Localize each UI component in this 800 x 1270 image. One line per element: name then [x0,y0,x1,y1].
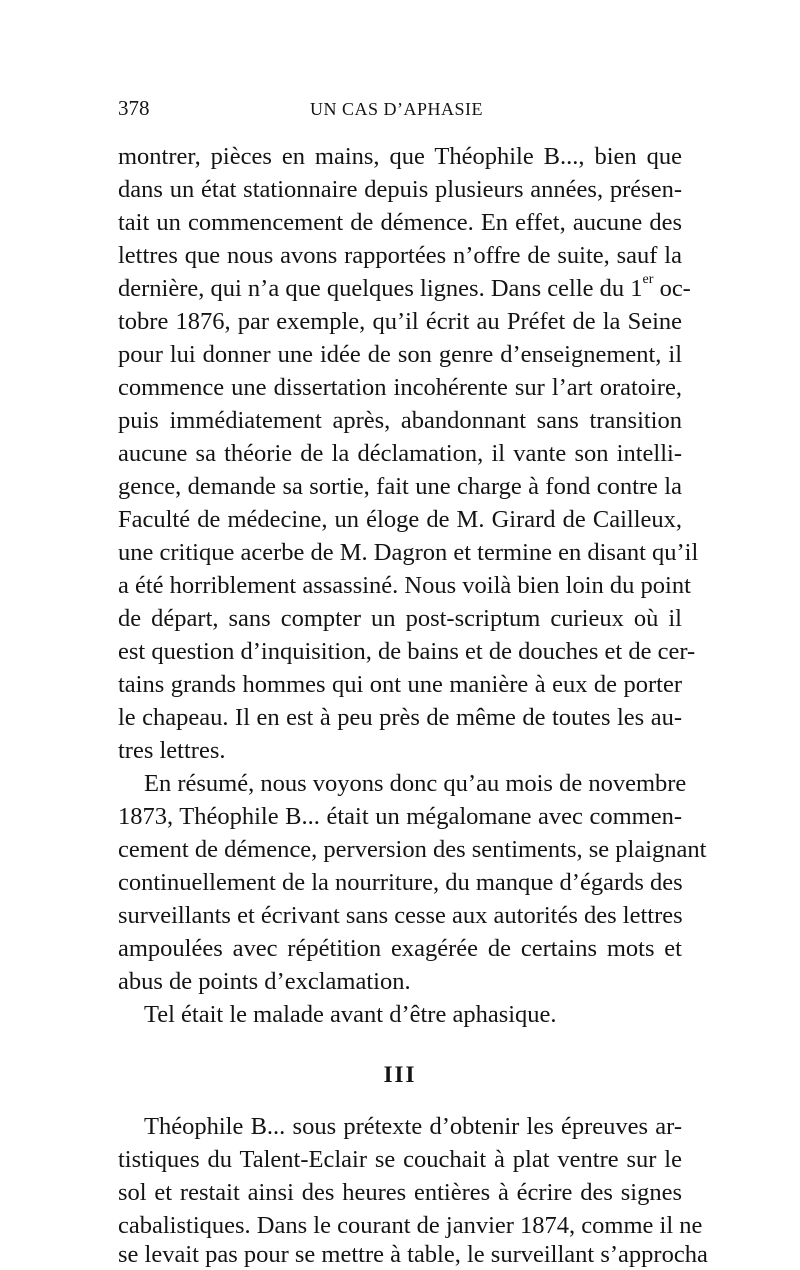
text-line [118,272,691,304]
text-line: pour lui donner une idée de son genre d’enseignement, il [118,341,682,368]
text-line: Théophile B... sous prétexte d’obtenir les épreuves ar- [144,1113,682,1140]
text-line: surveillants et écrivant sans cesse aux autorités des lettres [118,902,683,929]
text-line: se levait pas pour se mettre à table, le surveillant s’approcha [118,1241,708,1268]
date-ordinal-superscript: er [642,272,654,287]
text-line: de départ, sans compter un post-scriptum curieux où il [118,605,682,632]
text-line: tait un commencement de démence. En effet, aucune des [118,209,682,236]
text-line: lettres que nous avons rapportées n’offre de suite, sauf la [118,242,682,269]
text-line: ampoulées avec répétition exagérée de certains mots et [118,935,682,962]
page-number: 378 [118,96,150,120]
text-line: tobre 1876, par exemple, qu’il écrit au Préfet de la Seine [118,308,682,335]
text-line: a été horriblement assassiné. Nous voilà bien loin du point [118,572,691,599]
running-head [118,96,682,126]
running-title: UN CAS D’APHASIE [310,99,484,119]
text-line: le chapeau. Il en est à peu près de même de toutes les au- [118,704,682,731]
text-line: En résumé, nous voyons donc qu’au mois de novembre [144,770,687,797]
text-line: tains grands hommes qui ont une manière à eux de porter [118,671,682,698]
text-line: cabalistiques. Dans le courant de janvier 1874, comme il ne [118,1212,703,1239]
text-line: commence une dissertation incohérente sur l’art oratoire, [118,374,682,401]
text-line: montrer, pièces en mains, que Théophile B..., bien que [118,143,682,170]
text-line: Faculté de médecine, un éloge de M. Girard de Cailleux, [118,506,682,533]
text-fragment: dernière, qui n’a que quelques lignes. Dans celle du [118,275,631,302]
text-fragment: oc- [653,275,691,302]
text-line: une critique acerbe de M. Dagron et termine en disant qu’il [118,539,699,566]
text-line: abus de points d’exclamation. [118,968,411,995]
text-line: cement de démence, perversion des sentiments, se plaignant [118,836,707,863]
text-line: Tel était le malade avant d’être aphasique. [144,1001,557,1028]
text-line: gence, demande sa sortie, fait une charge à fond contre la [118,473,682,500]
text-line: sol et restait ainsi des heures entières à écrire des signes [118,1179,682,1206]
text-line: continuellement de la nourriture, du manque d’égards des [118,869,683,896]
text-line: puis immédiatement après, abandonnant sans transition [118,407,682,434]
text-line: aucune sa théorie de la déclamation, il vante son intelli- [118,440,682,467]
date-day: 1 [630,275,643,302]
text-line: 1873, Théophile B... était un mégalomane avec commen- [118,803,682,830]
section-heading: III [383,1062,417,1087]
text-line: dans un état stationnaire depuis plusieurs années, présen- [118,176,682,203]
text-line: tres lettres. [118,737,226,764]
text-line: tistiques du Talent-Eclair se couchait à plat ventre sur le [118,1146,682,1173]
text-line: est question d’inquisition, de bains et de douches et de cer- [118,638,696,665]
